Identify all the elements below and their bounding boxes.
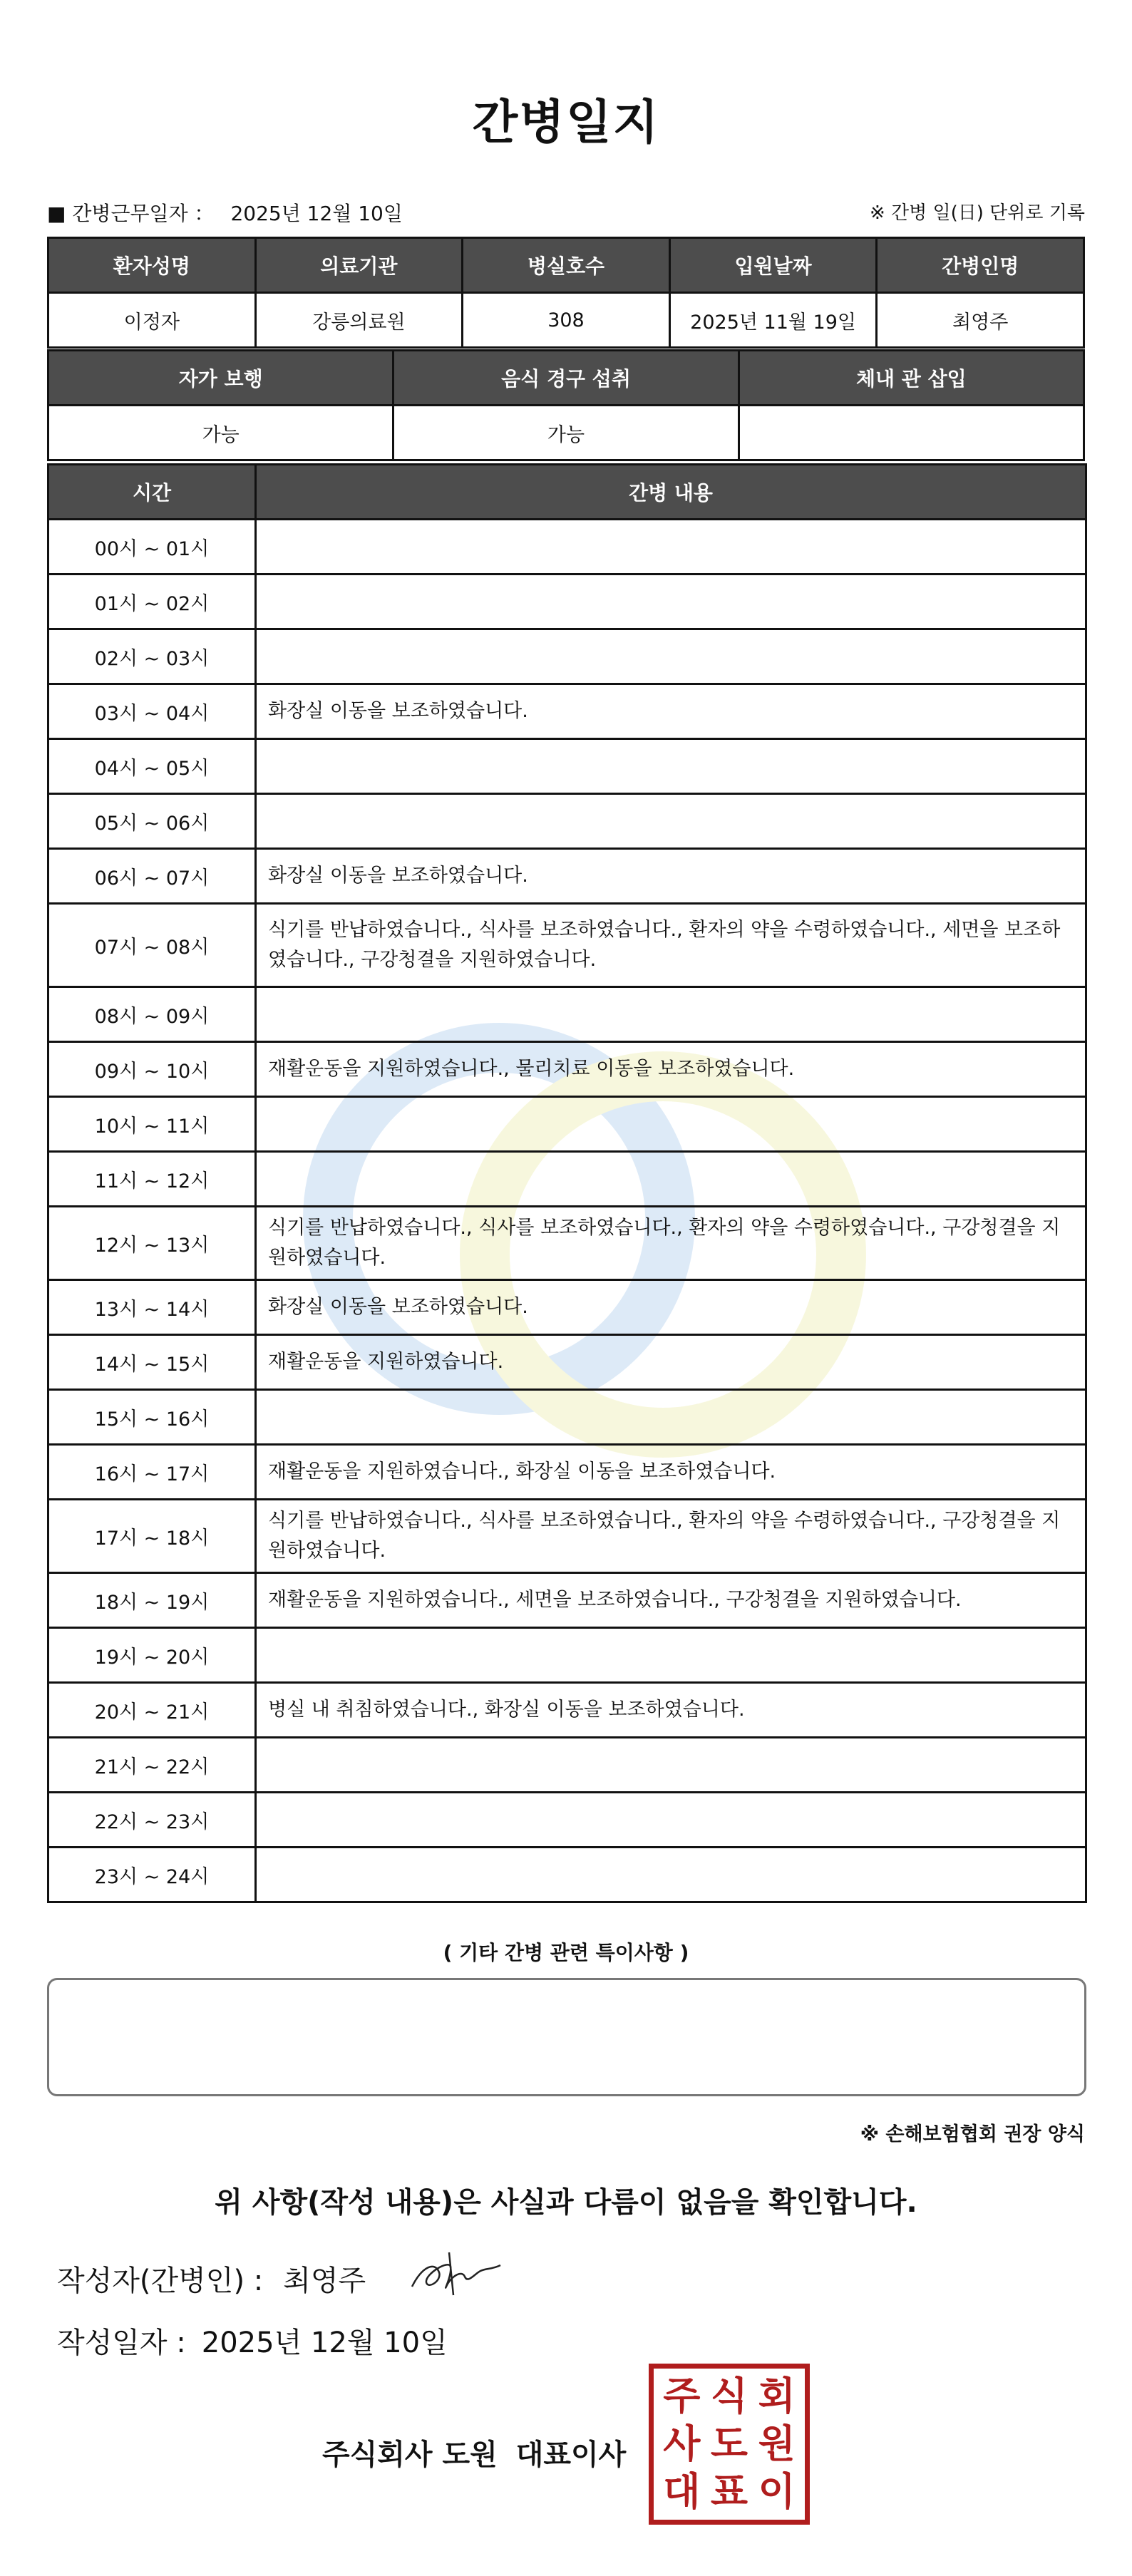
notes-box [47, 1978, 1086, 2096]
company-name: 주식회사 도원 [322, 2438, 498, 2471]
writer-name: 최영주 [283, 2265, 366, 2297]
header-caregiver-name: 간병인명 [877, 238, 1084, 293]
care-time-cell: 16시 ~ 17시 [48, 1445, 256, 1500]
writer-label: 작성자(간병인) : [57, 2265, 264, 2297]
care-time-cell: 11시 ~ 12시 [48, 1152, 256, 1207]
care-row [48, 1280, 1086, 1335]
confirmation-statement: 위 사항(작성 내용)은 사실과 다름이 없음을 확인합니다. [215, 2186, 917, 2219]
care-time-cell: 10시 ~ 11시 [48, 1097, 256, 1152]
care-row [48, 1683, 1086, 1738]
status-value-row [48, 406, 1084, 460]
care-time-cell: 22시 ~ 23시 [48, 1793, 256, 1848]
seal-char: 회 [758, 2374, 796, 2419]
header-time: 시간 [48, 465, 256, 520]
care-content-cell: 식기를 반납하였습니다., 식사를 보조하였습니다., 환자의 약을 수령하였습니다., 세면을 보조하였습니다., 구강청결을 지원하였습니다. [256, 904, 1086, 987]
seal-char: 대 [663, 2468, 701, 2514]
room-number: 308 [463, 293, 670, 348]
company-title: 대표이사 [515, 2438, 627, 2471]
care-row [48, 1848, 1086, 1902]
company-line [322, 2432, 626, 2473]
care-log-body [48, 520, 1086, 1902]
status-header-row [48, 351, 1084, 406]
care-time-cell: 23시 ~ 24시 [48, 1848, 256, 1902]
care-content-cell [256, 1628, 1086, 1683]
care-time-cell: 19시 ~ 20시 [48, 1628, 256, 1683]
care-row [48, 1042, 1086, 1097]
document-title: 간병일지 [472, 95, 660, 150]
care-row [48, 1573, 1086, 1628]
care-content-cell: 재활운동을 지원하였습니다., 물리치료 이동을 보조하였습니다. [256, 1042, 1086, 1097]
care-row [48, 849, 1086, 904]
care-time-cell: 04시 ~ 05시 [48, 739, 256, 794]
patient-info-table [47, 237, 1085, 349]
care-content-cell [256, 1793, 1086, 1848]
care-content-cell [256, 987, 1086, 1042]
header-patient-name: 환자성명 [48, 238, 256, 293]
care-time-cell: 05시 ~ 06시 [48, 794, 256, 849]
care-time-cell: 09시 ~ 10시 [48, 1042, 256, 1097]
header-admission-date: 입원날짜 [669, 238, 877, 293]
seal-char: 원 [758, 2421, 796, 2466]
company-seal-stamp [649, 2364, 810, 2525]
care-time-cell: 17시 ~ 18시 [48, 1500, 256, 1573]
header-tube-insertion: 체내 관 삽입 [739, 351, 1084, 406]
care-content-cell: 병실 내 취침하였습니다., 화장실 이동을 보조하였습니다. [256, 1683, 1086, 1738]
care-row [48, 1207, 1086, 1280]
care-content-cell: 화장실 이동을 보조하였습니다. [256, 849, 1086, 904]
care-content-cell: 재활운동을 지원하였습니다., 화장실 이동을 보조하였습니다. [256, 1445, 1086, 1500]
caregiver-name: 최영주 [877, 293, 1084, 348]
care-row [48, 1097, 1086, 1152]
hospital-name: 강릉의료원 [255, 293, 463, 348]
seal-char: 표 [710, 2468, 748, 2514]
care-time-cell: 20시 ~ 21시 [48, 1683, 256, 1738]
oral-intake-value: 가능 [393, 406, 739, 460]
care-row [48, 1445, 1086, 1500]
care-row [48, 629, 1086, 684]
tube-insertion-value [739, 406, 1084, 460]
care-row [48, 794, 1086, 849]
care-time-cell: 13시 ~ 14시 [48, 1280, 256, 1335]
care-content-cell [256, 1097, 1086, 1152]
care-content-cell [256, 739, 1086, 794]
seal-char: 사 [663, 2421, 701, 2466]
care-content-cell [256, 1152, 1086, 1207]
care-row [48, 1390, 1086, 1445]
care-time-cell: 07시 ~ 08시 [48, 904, 256, 987]
care-time-cell: 06시 ~ 07시 [48, 849, 256, 904]
care-time-cell: 03시 ~ 04시 [48, 684, 256, 739]
header-oral-intake: 음식 경구 섭취 [393, 351, 739, 406]
unit-note: ※ 간병 일(日) 단위로 기록 [869, 202, 1085, 224]
care-content-cell: 재활운동을 지원하였습니다., 세면을 보조하였습니다., 구강청결을 지원하였습니다. [256, 1573, 1086, 1628]
care-content-cell [256, 629, 1086, 684]
care-row [48, 1335, 1086, 1390]
written-date-line [57, 2320, 448, 2361]
form-footnote: ※ 손해보험협회 권장 양식 [860, 2123, 1085, 2145]
written-date-value: 2025년 12월 10일 [201, 2327, 448, 2359]
admission-date: 2025년 11월 19일 [669, 293, 877, 348]
seal-char: 주 [663, 2374, 701, 2419]
care-time-cell: 14시 ~ 15시 [48, 1335, 256, 1390]
care-content-cell [256, 1848, 1086, 1902]
care-row [48, 739, 1086, 794]
patient-info-header-row [48, 238, 1084, 293]
care-header-row [48, 465, 1086, 520]
seal-char: 도 [710, 2421, 748, 2466]
seal-char: 이 [758, 2468, 796, 2514]
signature-icon [406, 2245, 506, 2302]
patient-info-value-row [48, 293, 1084, 348]
care-row [48, 1738, 1086, 1793]
care-content-cell [256, 794, 1086, 849]
care-row [48, 1152, 1086, 1207]
header-room-number: 병실호수 [463, 238, 670, 293]
care-row [48, 987, 1086, 1042]
seal-char: 식 [710, 2374, 748, 2419]
patient-name: 이정자 [48, 293, 256, 348]
care-time-cell: 02시 ~ 03시 [48, 629, 256, 684]
care-time-cell: 18시 ~ 19시 [48, 1573, 256, 1628]
care-content-cell [256, 1738, 1086, 1793]
care-time-cell: 08시 ~ 09시 [48, 987, 256, 1042]
care-log-table [47, 463, 1087, 1903]
patient-status-table [47, 349, 1085, 461]
written-date-label: 작성일자 : [57, 2327, 186, 2359]
care-row [48, 1500, 1086, 1573]
care-content-cell: 식기를 반납하였습니다., 식사를 보조하였습니다., 환자의 약을 수령하였습니다., 구강청결을 지원하였습니다. [256, 1207, 1086, 1280]
work-date-value: 2025년 12월 10일 [230, 202, 403, 225]
header-self-walking: 자가 보행 [48, 351, 393, 406]
care-content-cell: 화장실 이동을 보조하였습니다. [256, 684, 1086, 739]
care-time-cell: 01시 ~ 02시 [48, 575, 256, 629]
header-care-content: 간병 내용 [256, 465, 1086, 520]
care-time-cell: 00시 ~ 01시 [48, 520, 256, 575]
care-row [48, 684, 1086, 739]
care-content-cell: 화장실 이동을 보조하였습니다. [256, 1280, 1086, 1335]
care-time-cell: 15시 ~ 16시 [48, 1390, 256, 1445]
care-content-cell [256, 575, 1086, 629]
care-row [48, 1628, 1086, 1683]
care-row [48, 1793, 1086, 1848]
care-row [48, 575, 1086, 629]
care-row [48, 904, 1086, 987]
notes-title: ( 기타 간병 관련 특이사항 ) [443, 1941, 689, 1964]
care-time-cell: 12시 ~ 13시 [48, 1207, 256, 1280]
care-time-cell: 21시 ~ 22시 [48, 1738, 256, 1793]
work-date-line [47, 198, 403, 227]
care-content-cell: 식기를 반납하였습니다., 식사를 보조하였습니다., 환자의 약을 수령하였습니다., 구강청결을 지원하였습니다. [256, 1500, 1086, 1573]
care-content-cell [256, 520, 1086, 575]
self-walking-value: 가능 [48, 406, 393, 460]
header-hospital: 의료기관 [255, 238, 463, 293]
care-content-cell [256, 1390, 1086, 1445]
writer-line [57, 2258, 366, 2299]
care-row [48, 520, 1086, 575]
work-date-label: ■ 간병근무일자 ： [47, 202, 215, 225]
care-content-cell: 재활운동을 지원하였습니다. [256, 1335, 1086, 1390]
